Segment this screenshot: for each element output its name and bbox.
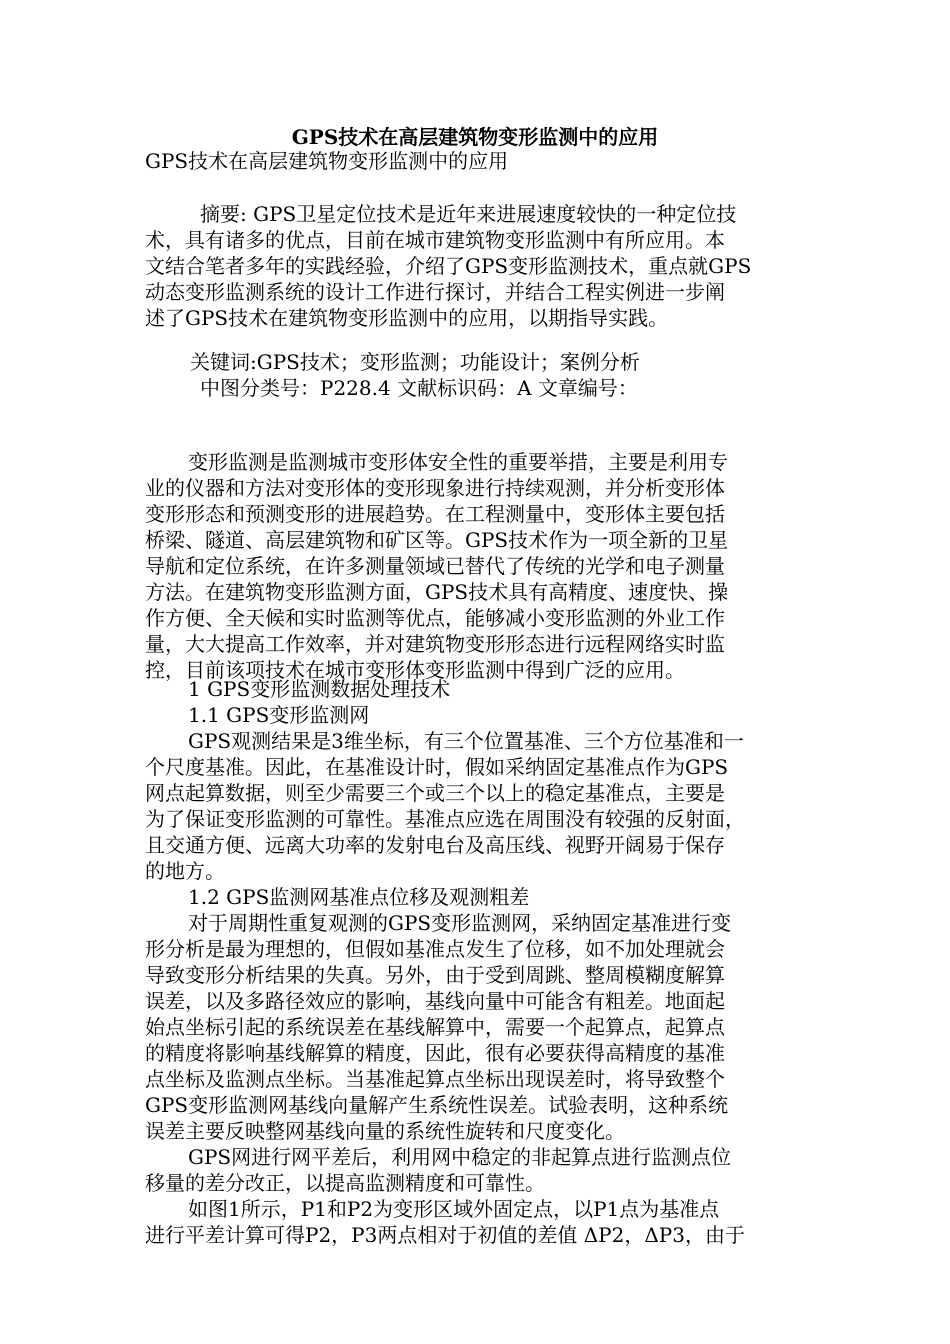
body-line: 网点起算数据，则至少需要三个或三个以上的稳定基准点，主要是 <box>145 781 725 805</box>
abstract-line: 文结合笔者多年的实践经验，介绍了GPS变形监测技术，重点就GPS <box>145 254 752 278</box>
body-line: 方法。在建筑物变形监测方面，GPS技术具有高精度、速度快、操 <box>145 580 729 604</box>
body-line: GPS变形监测网基线向量解产生系统性误差。试验表明，这种系统 <box>145 1093 729 1117</box>
keywords-line: 关键词:GPS技术；变形监测；功能设计；案例分析 <box>190 350 640 374</box>
document-title: GPS技术在高层建筑物变形监测中的应用 <box>291 125 659 149</box>
body-line: 业的仪器和方法对变形体的变形现象进行持续观测，并分析变形体 <box>145 476 725 500</box>
body-line: 为了保证变形监测的可靠性。基准点应选在周围没有较强的反射面， <box>145 807 745 831</box>
body-line: 个尺度基准。因此，在基准设计时，假如采纳固定基准点作为GPS <box>145 755 729 779</box>
section-heading: 1 GPS变形监测数据处理技术 <box>188 677 451 701</box>
body-line: 点坐标及监测点坐标。当基准起算点坐标出现误差时，将导致整个 <box>145 1067 725 1091</box>
body-line: 误差主要反映整网基线向量的系统性旋转和尺度变化。 <box>145 1119 625 1143</box>
body-line: 误差，以及多路径效应的影响，基线向量中可能含有粗差。地面起 <box>145 989 725 1013</box>
body-line: 始点坐标引起的系统误差在基线解算中，需要一个起算点，起算点 <box>145 1015 725 1039</box>
body-line: 的地方。 <box>145 859 225 883</box>
body-line: 变形监测是监测城市变形体安全性的重要举措，主要是利用专 <box>188 450 728 474</box>
body-line: GPS网进行网平差后，利用网中稳定的非起算点进行监测点位 <box>188 1145 732 1169</box>
abstract-line: 摘要: GPS卫星定位技术是近年来进展速度较快的一种定位技 <box>200 202 737 226</box>
body-line: GPS观测结果是3维坐标，有三个位置基准、三个方位基准和一 <box>188 729 744 753</box>
abstract-line: 述了GPS技术在建筑物变形监测中的应用，以期指导实践。 <box>145 306 669 330</box>
body-line: 对于周期性重复观测的GPS变形监测网，采纳固定基准进行变 <box>188 911 732 935</box>
body-line: 导致变形分析结果的失真。另外，由于受到周跳、整周模糊度解算 <box>145 963 725 987</box>
body-line: 进行平差计算可得P2，P3两点相对于初值的差值 ΔP2，ΔP3，由于 <box>145 1223 745 1247</box>
abstract-line: 术，具有诸多的优点，目前在城市建筑物变形监测中有所应用。本 <box>145 228 725 252</box>
body-line: 如图1所示，P1和P2为变形区域外固定点，以P1点为基准点 <box>188 1197 720 1221</box>
body-line: 控，目前该项技术在城市变形体变形监测中得到广泛的应用。 <box>145 658 685 682</box>
body-line: 且交通方便、远离大功率的发射电台及高压线、视野开阔易于保存 <box>145 833 725 857</box>
body-line: 作方便、全天候和实时监测等优点，能够减小变形监测的外业工作 <box>145 606 725 630</box>
subsection-heading: 1.1 GPS变形监测网 <box>188 703 370 727</box>
body-line: 移量的差分改正，以提高监测精度和可靠性。 <box>145 1171 545 1195</box>
subsection-heading: 1.2 GPS监测网基准点位移及观测粗差 <box>188 885 530 909</box>
body-line: 形分析是最为理想的，但假如基准点发生了位移，如不加处理就会 <box>145 937 725 961</box>
body-line: 的精度将影响基线解算的精度，因此，很有必要获得高精度的基准 <box>145 1041 725 1065</box>
body-line: 导航和定位系统，在许多测量领域已替代了传统的光学和电子测量 <box>145 554 725 578</box>
classification-line: 中图分类号：P228.4 文献标识码：A 文章编号： <box>200 376 638 400</box>
body-line: 桥梁、隧道、高层建筑物和矿区等。GPS技术作为一项全新的卫星 <box>145 528 729 552</box>
subtitle-line: GPS技术在高层建筑物变形监测中的应用 <box>145 149 509 173</box>
body-line: 量，大大提高工作效率，并对建筑物变形形态进行远程网络实时监 <box>145 632 725 656</box>
abstract-line: 动态变形监测系统的设计工作进行探讨，并结合工程实例进一步阐 <box>145 280 725 304</box>
body-line: 变形形态和预测变形的进展趋势。在工程测量中，变形体主要包括 <box>145 502 725 526</box>
